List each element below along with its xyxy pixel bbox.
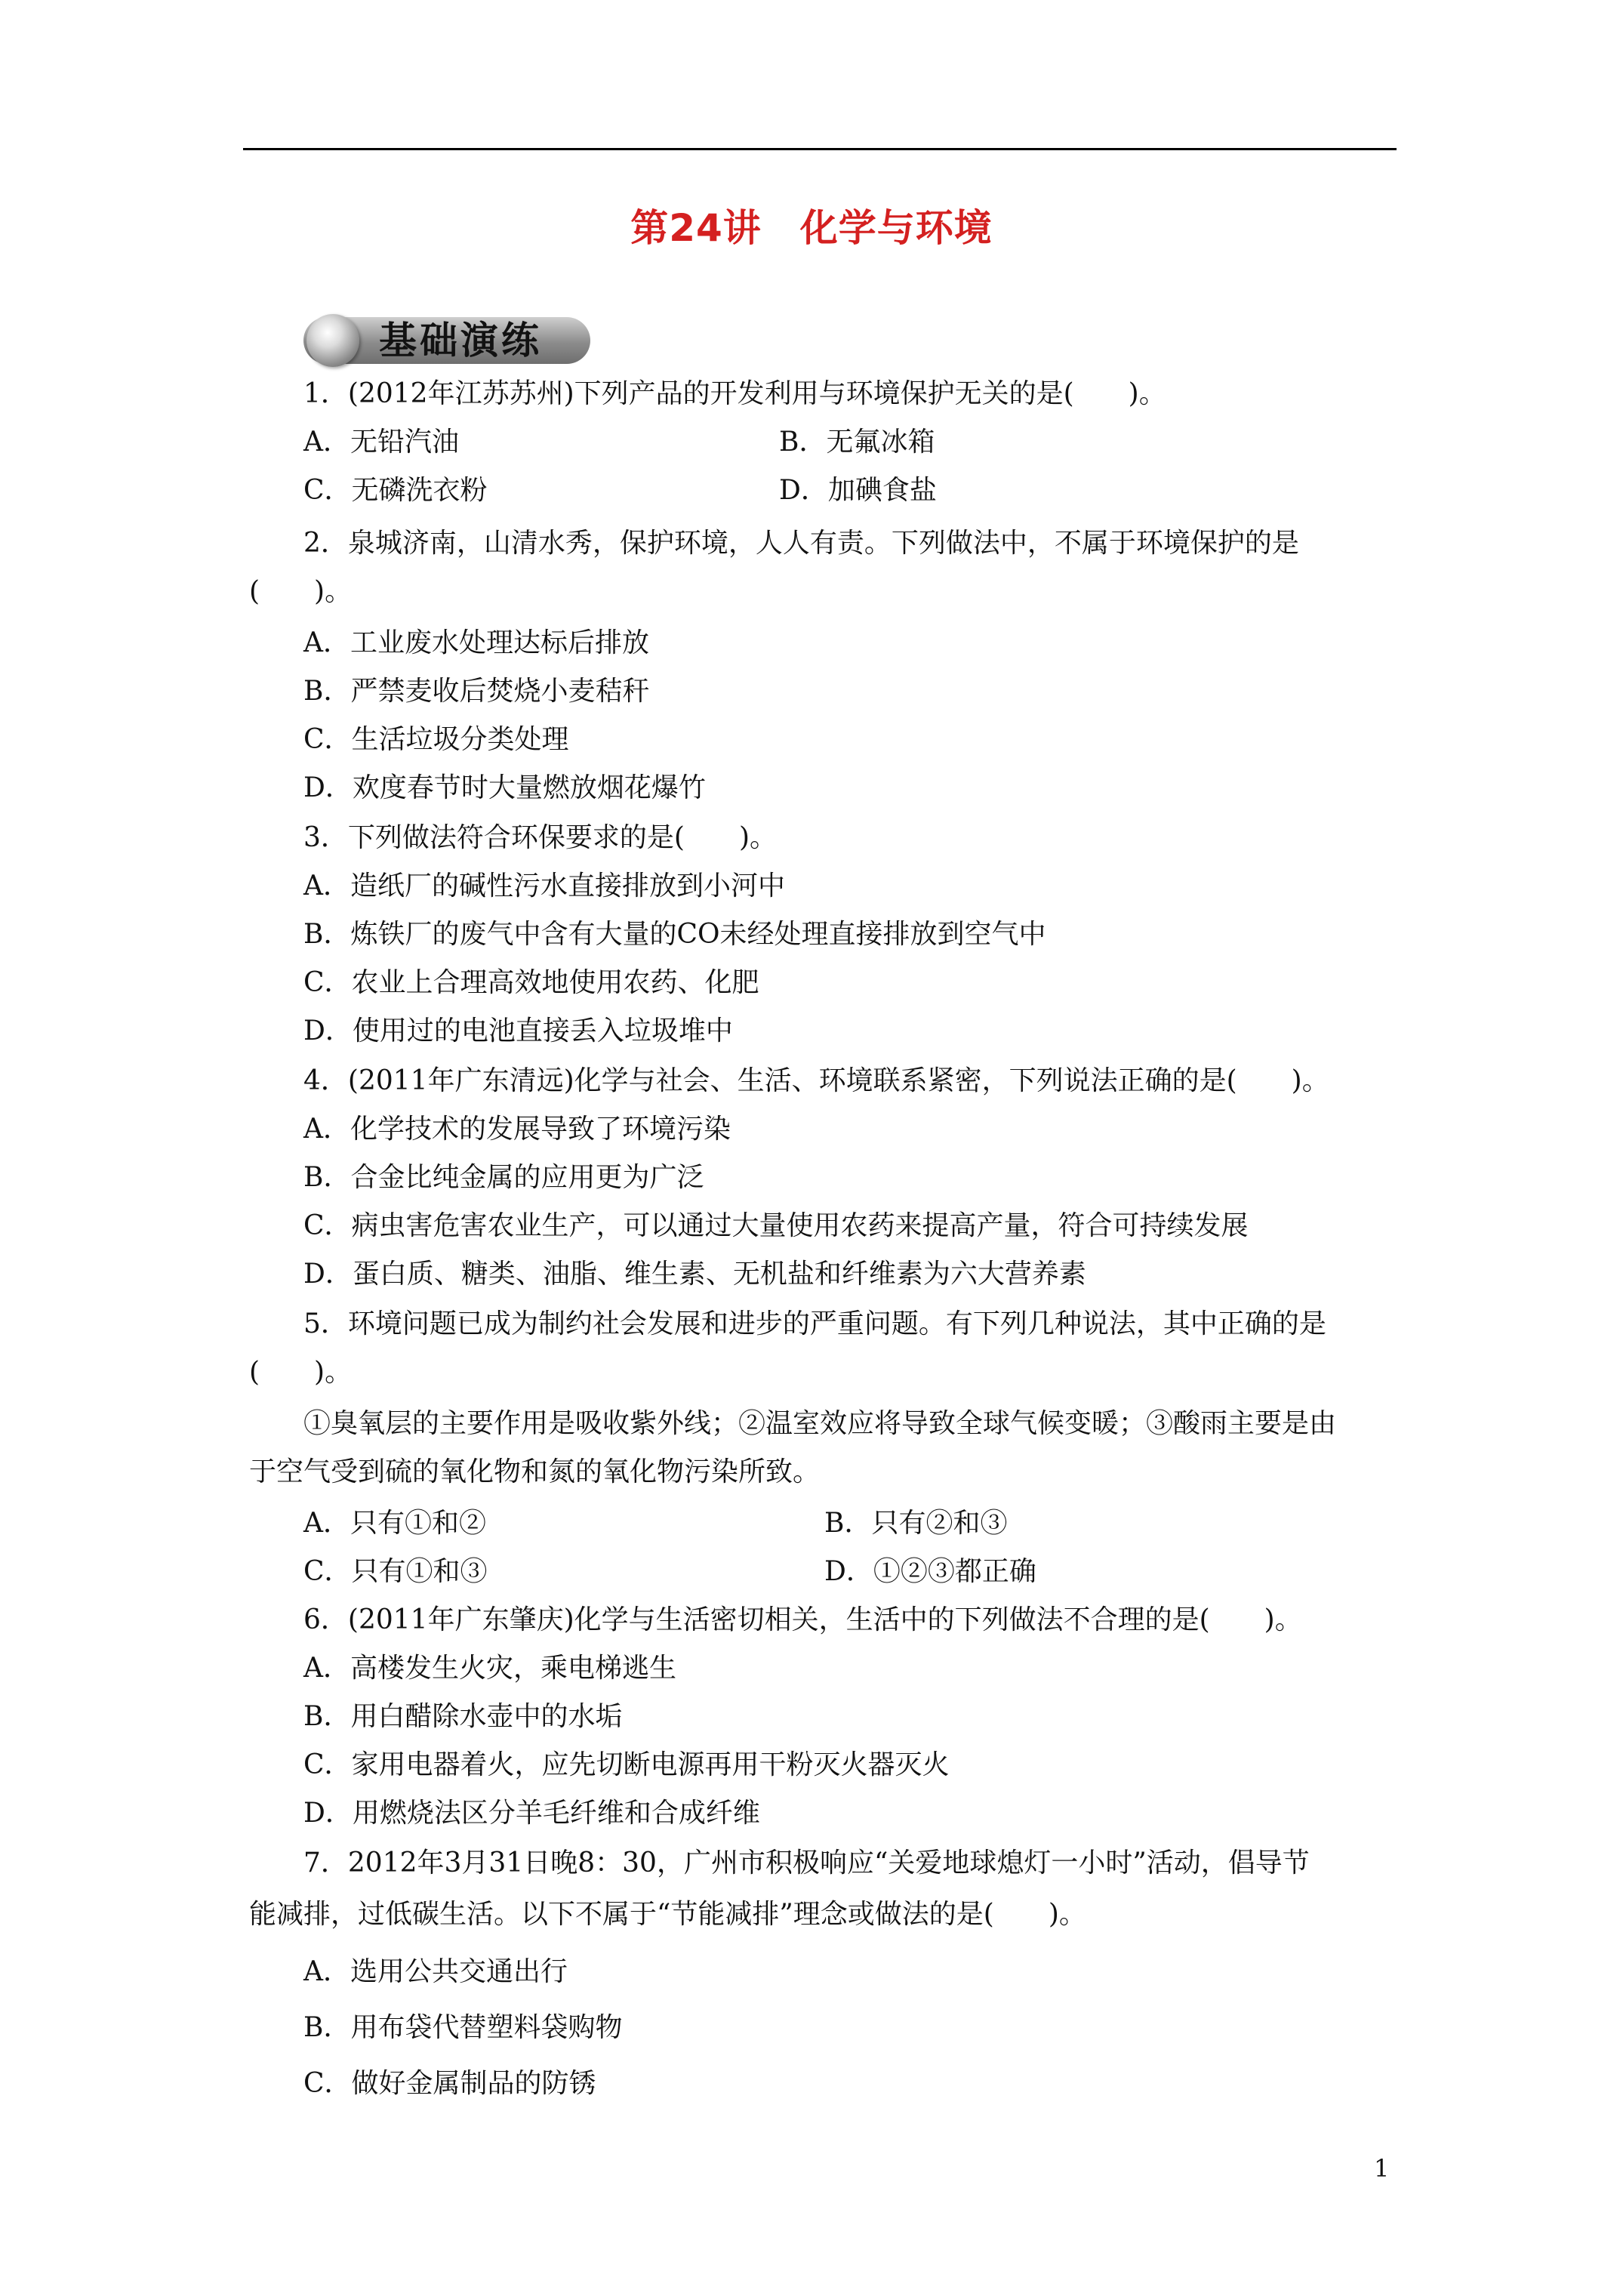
question-5-stem-cont: ( )。 [249, 1357, 353, 1388]
q1-option-b: B．无氟冰箱 [779, 427, 935, 458]
q4-option-d: D．蛋白质、糖类、油脂、维生素、无机盐和纤维素为六大营养素 [303, 1259, 1086, 1290]
q5-statements: ①臭氧层的主要作用是吸收紫外线；②温室效应将导致全球气候变暖；③酸雨主要是由 [303, 1408, 1337, 1439]
question-2-stem-cont: ( )。 [249, 576, 353, 607]
q3-option-c: C．农业上合理高效地使用农药、化肥 [303, 967, 759, 998]
question-7-stem-cont: 能减排，过低碳生活。以下不属于“节能减排”理念或做法的是( )。 [249, 1899, 1086, 1930]
page-number: 1 [1374, 2154, 1390, 2183]
header-rule [243, 148, 1397, 150]
q6-option-a: A．高楼发生火灾，乘电梯逃生 [303, 1653, 676, 1684]
q5-statements-cont: 于空气受到硫的氧化物和氮的氧化物污染所致。 [249, 1456, 821, 1487]
question-6-stem: 6．(2011年广东肇庆)化学与生活密切相关，生活中的下列做法不合理的是( )。 [303, 1604, 1302, 1635]
q2-option-c: C．生活垃圾分类处理 [303, 724, 569, 755]
q1-option-a: A．无铅汽油 [303, 427, 459, 458]
q2-option-b: B．严禁麦收后焚烧小麦秸秆 [303, 676, 650, 707]
q7-option-b: B．用布袋代替塑料袋购物 [303, 2012, 623, 2043]
q3-option-a: A．造纸厂的碱性污水直接排放到小河中 [303, 871, 785, 901]
q7-option-a: A．选用公共交通出行 [303, 1956, 568, 1987]
q5-option-a: A．只有①和② [303, 1508, 486, 1539]
q1-option-c: C．无磷洗衣粉 [303, 475, 488, 506]
section-banner [303, 311, 605, 370]
question-4-stem: 4．(2011年广东清远)化学与社会、生活、环境联系紧密，下列说法正确的是( )。 [303, 1065, 1329, 1096]
q4-option-c: C．病虫害危害农业生产，可以通过大量使用农药来提高产量，符合可持续发展 [303, 1210, 1249, 1241]
question-1-stem: 1．(2012年江苏苏州)下列产品的开发利用与环境保护无关的是( )。 [303, 378, 1166, 409]
q5-option-c: C．只有①和③ [303, 1556, 488, 1587]
q5-option-d: D．①②③都正确 [824, 1556, 1036, 1587]
bullet-sphere-icon [306, 314, 359, 367]
q6-option-c: C．家用电器着火，应先切断电源再用干粉灭火器灭火 [303, 1749, 950, 1780]
q2-option-a: A．工业废水处理达标后排放 [303, 627, 649, 658]
page-title: 第24讲 化学与环境 [630, 206, 993, 250]
q2-option-d: D．欢度春节时大量燃放烟花爆竹 [303, 772, 706, 803]
question-7-stem: 7．2012年3月31日晚8：30，广州市积极响应“关爱地球熄灯一小时”活动，倡导节 [303, 1848, 1310, 1878]
q3-option-d: D．使用过的电池直接丢入垃圾堆中 [303, 1015, 733, 1046]
q7-option-c: C．做好金属制品的防锈 [303, 2068, 596, 2099]
section-title: 基础演练 [379, 319, 542, 362]
q4-option-b: B．合金比纯金属的应用更为广泛 [303, 1162, 704, 1193]
q1-option-d: D．加碘食盐 [779, 475, 937, 506]
q6-option-b: B．用白醋除水壶中的水垢 [303, 1701, 623, 1732]
question-5-stem: 5．环境问题已成为制约社会发展和进步的严重问题。有下列几种说法，其中正确的是 [303, 1308, 1326, 1339]
q4-option-a: A．化学技术的发展导致了环境污染 [303, 1114, 731, 1145]
q5-option-b: B．只有②和③ [824, 1508, 1008, 1539]
q6-option-d: D．用燃烧法区分羊毛纤维和合成纤维 [303, 1798, 760, 1829]
q3-option-b: B．炼铁厂的废气中含有大量的CO未经处理直接排放到空气中 [303, 919, 1046, 950]
question-3-stem: 3．下列做法符合环保要求的是( )。 [303, 822, 777, 853]
question-2-stem: 2．泉城济南，山清水秀，保护环境，人人有责。下列做法中，不属于环境保护的是 [303, 528, 1299, 559]
